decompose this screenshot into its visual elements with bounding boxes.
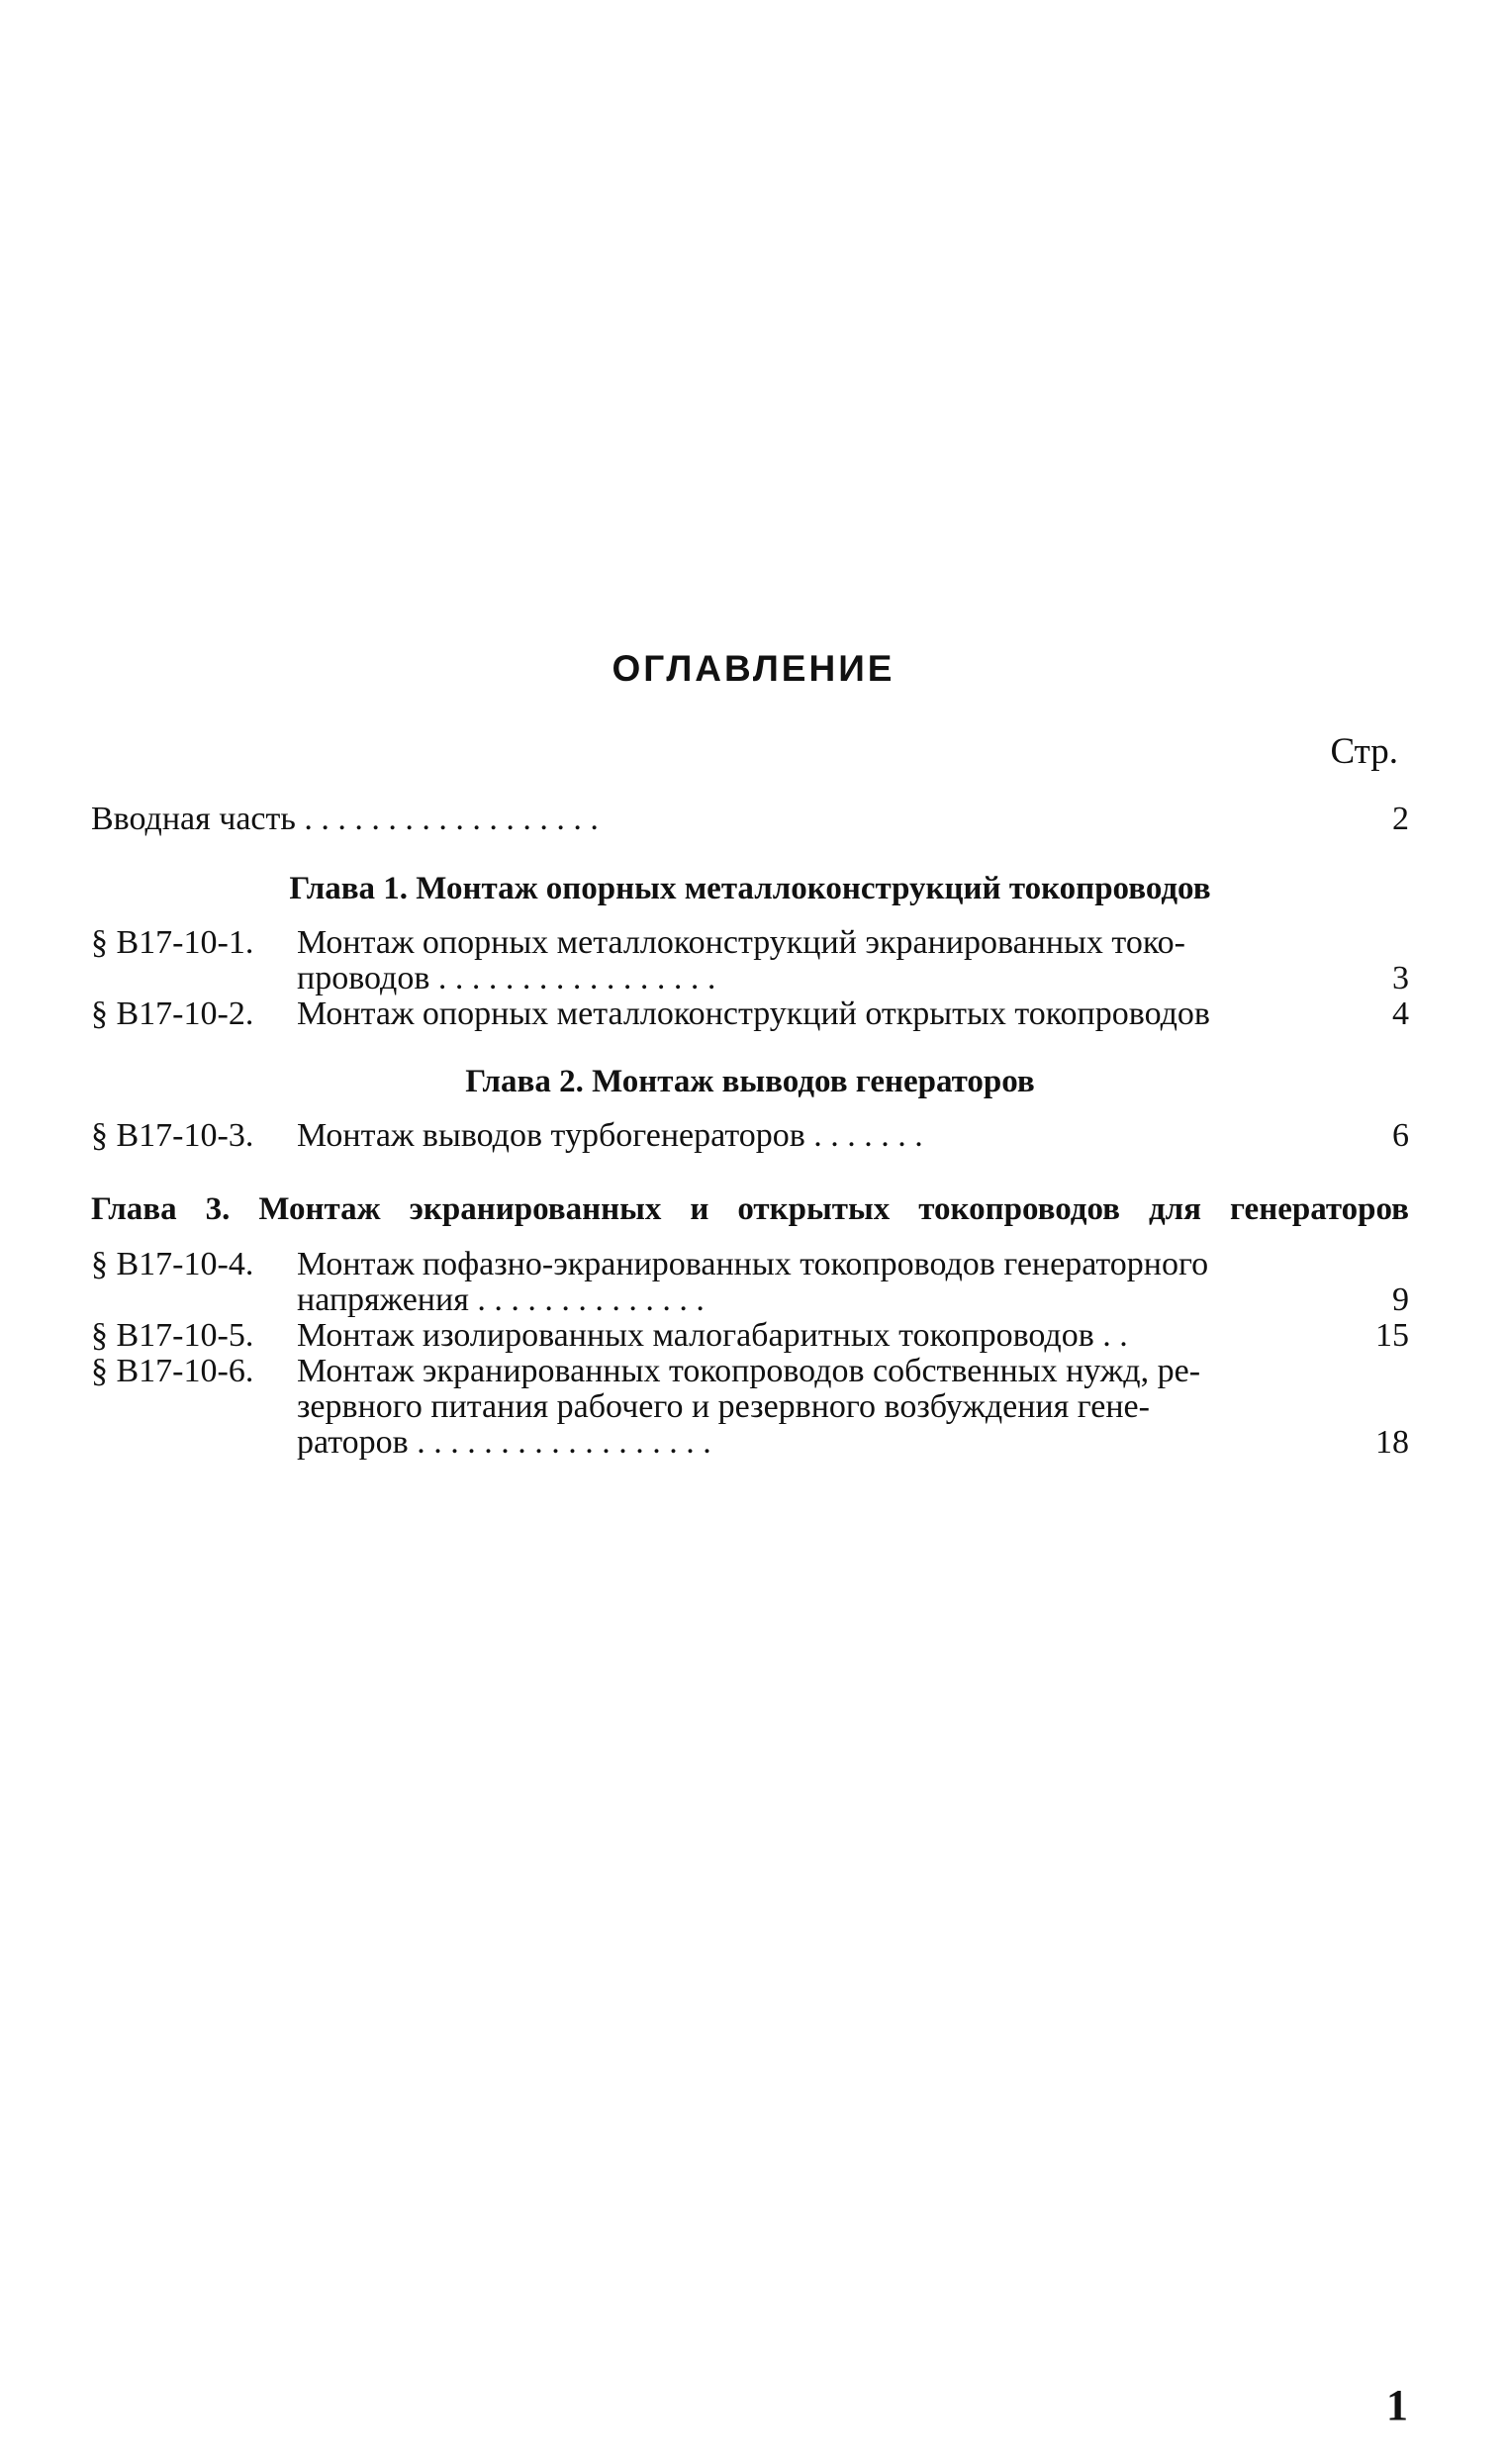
toc-entry-line: Монтаж изолированных малогабаритных токопроводов <box>297 1317 1094 1354</box>
toc-page-number: 4 <box>1392 995 1409 1032</box>
toc-entry-text: Монтаж опорных металлоконструкций открытых токопроводов <box>297 995 1210 1032</box>
chapter-heading-3: Глава 3. Монтаж экранированных и открытых токопроводов для генераторов <box>91 1191 1409 1227</box>
toc-leader-dots: . . . . . . . . . . . . . . . . . . <box>417 1424 711 1461</box>
section-number: § В17-10-3. <box>91 1117 254 1154</box>
toc-page-number: 18 <box>1375 1424 1409 1461</box>
toc-page-number: 9 <box>1392 1281 1409 1318</box>
section-number: § В17-10-2. <box>91 995 254 1032</box>
toc-page-number: 2 <box>1392 801 1409 837</box>
chapter-heading-1: Глава 1. Монтаж опорных металлоконструкций токопроводов <box>289 871 1211 906</box>
toc-leader-dots: . . . . . . . <box>813 1117 923 1154</box>
toc-entry-text: Вводная часть <box>91 801 296 837</box>
toc-entry-line: напряжения <box>297 1281 469 1318</box>
toc-entry-line: Монтаж выводов турбогенераторов <box>297 1117 805 1154</box>
toc-entry-intro[interactable] <box>91 802 1409 837</box>
section-number: § В17-10-4. <box>91 1246 254 1282</box>
toc-entry-text <box>297 1247 1296 1318</box>
toc-entry[interactable] <box>91 1247 1409 1318</box>
toc-entry-text <box>297 1354 1296 1461</box>
section-number: § В17-10-6. <box>91 1353 254 1389</box>
chapter-heading-2: Глава 2. Монтаж выводов генераторов <box>465 1064 1035 1099</box>
toc-entry-line: зервного питания рабочего и резервного возбуждения гене- <box>297 1388 1150 1425</box>
toc-entry[interactable] <box>91 1354 1409 1461</box>
toc-leader-dots: . . . . . . . . . . . . . . <box>477 1281 705 1318</box>
toc-page-number: 3 <box>1392 960 1409 996</box>
toc-entry[interactable] <box>91 925 1409 996</box>
toc-entry-line: проводов <box>297 960 430 996</box>
page-title: ОГЛАВЛЕНИЕ <box>612 648 895 689</box>
section-number: § В17-10-1. <box>91 924 254 961</box>
toc-page-number: 15 <box>1375 1317 1409 1354</box>
section-number: § В17-10-5. <box>91 1317 254 1354</box>
toc-leader-dots: . . . . . . . . . . . . . . . . . <box>437 960 716 996</box>
toc-entry[interactable] <box>91 1118 1409 1154</box>
toc-entry-line: Монтаж пофазно-экранированных токопроводов генераторного <box>297 1246 1209 1282</box>
toc-entry-text <box>297 925 1296 996</box>
toc-entry-line: Монтаж экранированных токопроводов собственных нужд, ре- <box>297 1353 1201 1389</box>
toc-entry-text <box>297 1118 1296 1154</box>
page-column-header: Стр. <box>1330 731 1398 772</box>
toc-page-number: 6 <box>1392 1117 1409 1154</box>
toc-leader-dots: . . <box>1102 1317 1128 1354</box>
toc-entry-line: раторов <box>297 1424 409 1461</box>
toc-entry-line: Монтаж опорных металлоконструкций экранированных токо- <box>297 924 1185 961</box>
toc-entry[interactable] <box>91 1318 1409 1354</box>
page-number: 1 <box>1386 2381 1408 2429</box>
toc-leader-dots: . . . . . . . . . . . . . . . . . . <box>304 801 599 837</box>
toc-entry-text <box>297 1318 1296 1354</box>
toc-entry[interactable] <box>91 996 1409 1032</box>
